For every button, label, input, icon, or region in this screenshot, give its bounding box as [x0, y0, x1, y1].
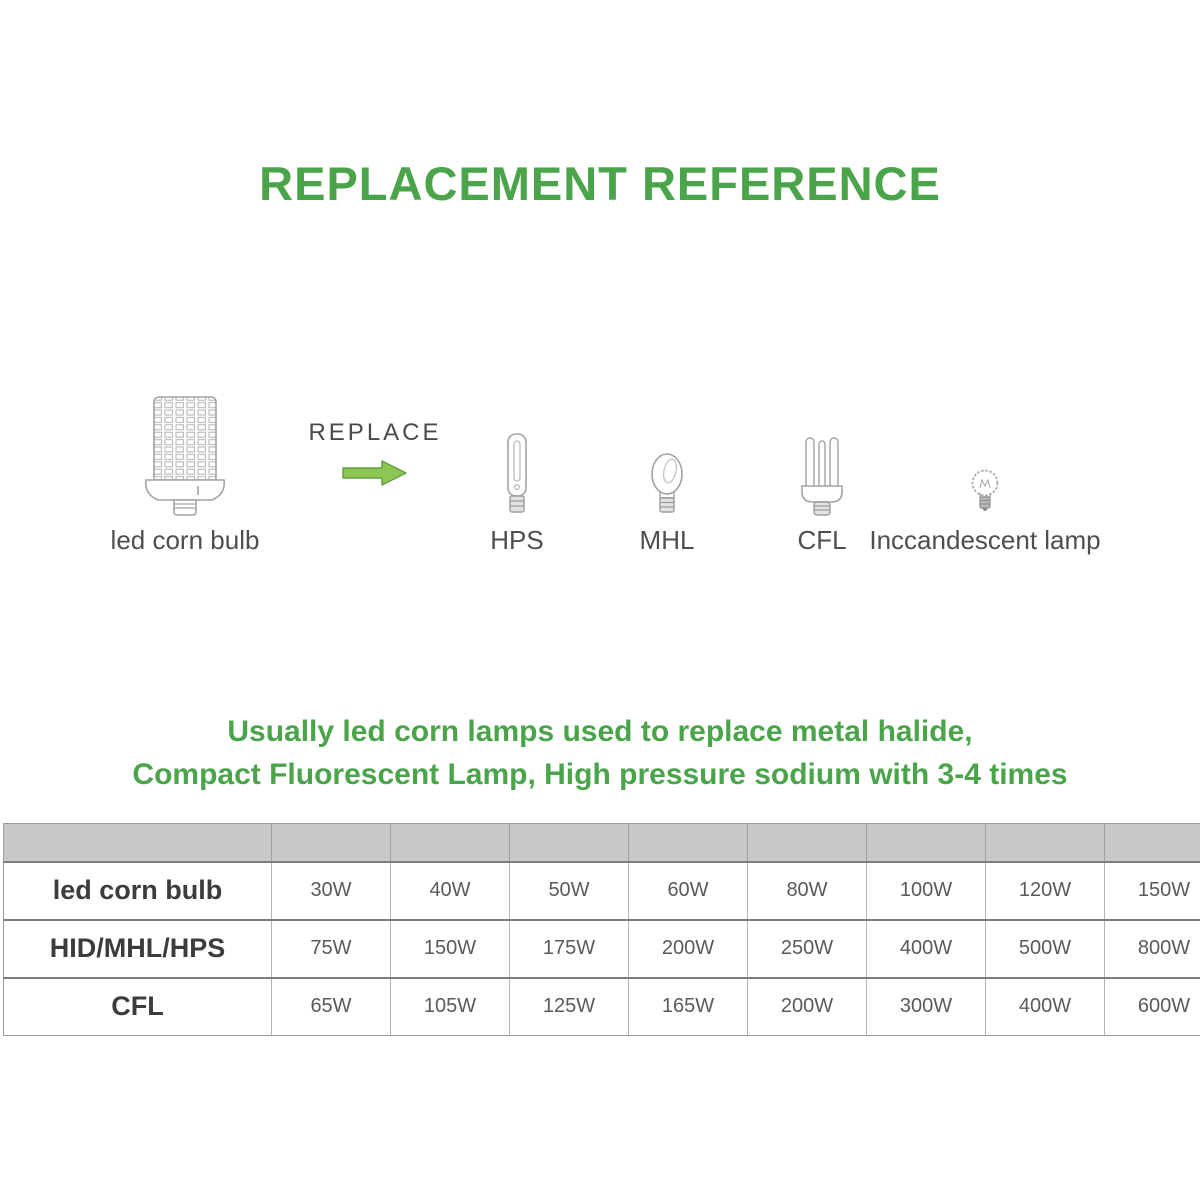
table-row-led-corn-bulb — [4, 862, 1200, 920]
table-cell: 65W — [272, 978, 391, 1036]
header-cell — [629, 824, 748, 862]
row-label: led corn bulb — [4, 862, 272, 920]
row-label: HID/MHL/HPS — [4, 920, 272, 978]
replace-label: REPLACE — [308, 419, 442, 446]
wattage-table-wrap — [3, 823, 1200, 1036]
figure-incandescent — [870, 468, 1100, 555]
mhl-lamp-icon — [645, 452, 689, 516]
table-row-hid-mhl-hps — [4, 920, 1200, 978]
header-cell — [986, 824, 1105, 862]
description-line-1: Usually led corn lamps used to replace metal halide, — [227, 715, 973, 748]
table-cell: 30W — [272, 862, 391, 920]
table-cell: 40W — [391, 862, 510, 920]
lamp-comparison-strip — [0, 383, 1200, 555]
led-corn-bulb-label: led corn bulb — [110, 525, 260, 555]
description-text — [0, 710, 1200, 796]
header-cell — [4, 824, 272, 862]
table-cell: 100W — [867, 862, 986, 920]
figure-led-corn-bulb — [90, 394, 280, 555]
header-cell — [391, 824, 510, 862]
incandescent-label: Inccandescent lamp — [869, 525, 1101, 555]
table-cell: 125W — [510, 978, 629, 1036]
page-title: REPLACEMENT REFERENCE — [259, 157, 941, 210]
wattage-reference-table — [3, 823, 1200, 1036]
table-cell: 150W — [391, 920, 510, 978]
figure-hps — [467, 432, 567, 555]
mhl-label: MHL — [639, 525, 695, 555]
table-cell: 175W — [510, 920, 629, 978]
table-cell: 60W — [629, 862, 748, 920]
hps-lamp-icon — [499, 432, 535, 516]
hps-label: HPS — [490, 525, 544, 555]
table-header-row — [4, 824, 1200, 862]
figure-cfl — [772, 434, 872, 555]
replace-block — [305, 419, 445, 487]
table-cell: 50W — [510, 862, 629, 920]
led-corn-bulb-icon — [130, 394, 240, 516]
table-cell: 300W — [867, 978, 986, 1036]
figure-mhl — [617, 452, 717, 555]
table-cell: 800W — [1105, 920, 1200, 978]
cfl-label: CFL — [797, 525, 847, 555]
replace-arrow-icon — [342, 459, 408, 487]
description-line-2: Compact Fluorescent Lamp, High pressure sodium with 3-4 times — [132, 758, 1068, 791]
header-cell — [272, 824, 391, 862]
table-cell: 105W — [391, 978, 510, 1036]
table-cell: 80W — [748, 862, 867, 920]
table-row-cfl — [4, 978, 1200, 1036]
table-cell: 75W — [272, 920, 391, 978]
table-cell: 120W — [986, 862, 1105, 920]
table-cell: 500W — [986, 920, 1105, 978]
table-cell: 600W — [1105, 978, 1200, 1036]
header-cell — [748, 824, 867, 862]
table-cell: 250W — [748, 920, 867, 978]
cfl-lamp-icon — [798, 434, 846, 516]
header-cell — [510, 824, 629, 862]
table-cell: 150W — [1105, 862, 1200, 920]
table-cell: 200W — [629, 920, 748, 978]
table-cell: 165W — [629, 978, 748, 1036]
incandescent-lamp-icon — [966, 468, 1004, 516]
header-cell — [1105, 824, 1200, 862]
table-cell: 400W — [986, 978, 1105, 1036]
header-cell — [867, 824, 986, 862]
table-cell: 200W — [748, 978, 867, 1036]
table-cell: 400W — [867, 920, 986, 978]
row-label: CFL — [4, 978, 272, 1036]
